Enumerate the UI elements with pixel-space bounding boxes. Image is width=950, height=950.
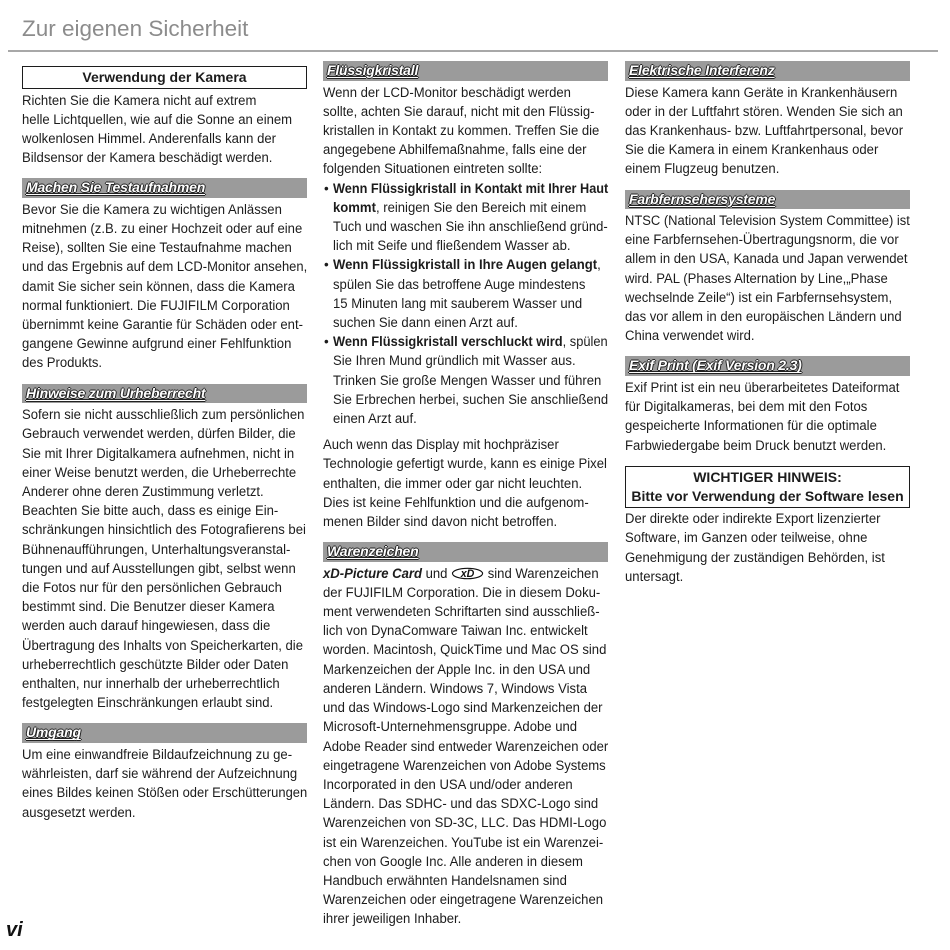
paragraph (323, 435, 608, 531)
section-heading-bar (625, 356, 910, 376)
section-machen-sie-testaufnahmen (22, 178, 307, 372)
text-line: ment verwendeten Schriftarten sind ausschließ- (323, 604, 600, 620)
bullet-list (323, 179, 608, 429)
text-line: gespeicherte Informationen für die optimale (625, 418, 877, 434)
text-line (323, 564, 599, 583)
text-line: Bildsensor der Kamera beschädigt werden. (22, 150, 273, 166)
text-line: mitnehmen (z.B. zu einer Hochzeit oder auf eine (22, 221, 303, 237)
text-line: Sie mit Ihrer Digitalkamera aufnehmen, nicht in (22, 445, 295, 461)
column-left (22, 66, 307, 822)
paragraph (625, 509, 910, 586)
text-line: festgelegten Einschränkungen erlaubt sind. (22, 695, 274, 711)
text-line: enthalten, nur innerhalb der urheberrechtlich (22, 675, 280, 691)
text-line: anderen Ländern. Windows 7, Windows Vista (323, 680, 587, 696)
bold-text: Wenn Flüssigkristall in Ihre Augen gelangt (333, 257, 598, 273)
bullet-glyph: • (324, 334, 329, 350)
bullet-item (323, 179, 608, 256)
bold-text: kommt (333, 199, 376, 215)
text-line: 15 Minuten lang mit sauberem Wasser und (333, 295, 583, 311)
text-line: helle Lichtquellen, wie auf die Sonne an einem (22, 111, 293, 127)
text-line: für Digitalkameras, bei dem mit den Fotos (625, 399, 868, 415)
column-middle (323, 61, 608, 929)
section-wichtiger-hinweis (625, 466, 910, 586)
text-run: sind Warenzeichen (484, 565, 599, 581)
text-line: das Krankenhaus- bzw. Luftfahrtpersonal, bevor (625, 122, 904, 138)
text-line (333, 198, 586, 217)
text-line: Dies ist keine Fehlfunktion und die aufgenom- (323, 494, 589, 510)
text-line: China verwendet wird. (625, 328, 755, 344)
text-line: normal funktioniert. Die FUJIFILM Corporation (22, 297, 290, 313)
page-title: Zur eigenen Sicherheit (22, 16, 249, 41)
text-line: kristallen in Kontakt zu kommen. Treffen Sie die (323, 122, 600, 138)
text-line: urheberrechtlich geschützte Bilder oder Daten (22, 656, 289, 672)
bold-italic-text: xD-Picture Card (323, 565, 422, 581)
text-line: lich von DynaComware Taiwan Inc. entwickelt (323, 623, 588, 639)
heading-text: WICHTIGER HINWEIS: (693, 468, 842, 485)
text-line: Diese Kamera kann Geräte in Krankenhäusern (625, 84, 898, 100)
section-hinweise-zum-urheberrecht (22, 384, 307, 713)
text-line: einem Flugzeug benutzen. (625, 161, 780, 177)
text-line: Handbuch erwähnten Handelsnamen sind (323, 872, 567, 888)
text-line: Tuch und waschen Sie ihn anschließend gründ- (333, 218, 608, 234)
text-line: spülen Sie das betroffene Auge mindestens (333, 276, 586, 292)
section-exif-print-exif-version-2-3 (625, 356, 910, 454)
heading-text: Machen Sie Testaufnahmen (26, 179, 206, 196)
section-flüssigkristall (323, 61, 608, 531)
section-verwendung-der-kamera (22, 66, 307, 167)
text-line: Microsoft-Unternehmensgruppe. Adobe und (323, 719, 578, 735)
boxed-heading (625, 466, 910, 508)
text-line: Sie Erbrechen herbei, suchen Sie anschließend (333, 391, 609, 407)
text-line: Gebrauch verwendet werden, dürfen Bilder, die (22, 426, 296, 442)
text-line: eines Bildes keinen Stößen oder Erschütterungen (22, 785, 308, 801)
text-line: Trinken Sie große Mengen Wasser und führen (333, 372, 602, 388)
text-line: ihrer jeweiligen Inhaber. (323, 911, 462, 927)
paragraph (22, 200, 307, 373)
text-line: bestimmt sind. Die Benutzer dieser Kamera (22, 599, 275, 615)
heading-text: Umgang (26, 724, 81, 741)
text-line: sollte, achten Sie darauf, nicht mit den Flüssig- (323, 103, 595, 119)
text-line: lich mit Seife und fließendem Wasser ab. (333, 238, 571, 254)
text-line: die Fotos nur für den persönlichen Gebrauch (22, 579, 282, 595)
text-run: , spülen (562, 334, 608, 350)
text-line: wechselnde Zeile“) ist ein Farbfernsehsystem, (625, 289, 893, 305)
text-line: Markenzeichen der Apple Inc. in den USA und (323, 661, 591, 677)
text-line: einer Weise benutzt werden, die Urheberrechte (22, 464, 297, 480)
text-line: Um eine einwandfreie Bildaufzeichnung zu ge- (22, 746, 293, 762)
text-line: Bevor Sie die Kamera zu wichtigen Anlässen (22, 201, 282, 217)
paragraph (625, 211, 910, 345)
text-line: ist ein Warenzeichen. YouTube ist ein Warenzei- (323, 834, 604, 850)
column-right (625, 61, 910, 586)
section-umgang (22, 723, 307, 821)
text-line: wolkenlosen Himmel. Anderenfalls kann der (22, 130, 277, 146)
text-line: allem in den USA, Kanada und Japan verwendet (625, 251, 908, 267)
text-line: Sofern sie nicht ausschließlich zum persönlichen (22, 407, 305, 423)
bold-text: Wenn Flüssigkristall in Kontakt mit Ihrer Haut (333, 180, 609, 196)
text-line: enthalten, die immer oder gar nicht leuchten. (323, 475, 583, 491)
heading-text: Farbfernsehersysteme (629, 190, 776, 207)
text-line: wird. PAL (Phases Alternation by Line,„Phase (625, 270, 888, 286)
section-heading-bar (323, 542, 608, 562)
text-line: Reise), sollten Sie eine Testaufnahme machen (22, 240, 292, 256)
text-line: damit Sie sicher sein können, dass die Kamera (22, 278, 295, 294)
text-line: menen Bilder sind davon nicht betroffen. (323, 513, 558, 529)
text-line: Der direkte oder indirekte Export lizenzierter (625, 511, 881, 527)
bullet-glyph: • (324, 257, 329, 273)
bullet-item (323, 255, 608, 332)
text-line (333, 255, 601, 274)
text-line: Beachten Sie bitte auch, dass es einige Ein- (22, 503, 279, 519)
section-heading-bar (625, 61, 910, 81)
bullet-glyph: • (324, 180, 329, 196)
text-line: schränkungen hinsichtlich des Fotografierens bei (22, 522, 306, 538)
text-line (333, 179, 608, 198)
section-heading-bar (22, 178, 307, 198)
text-line: untersagt. (625, 568, 684, 584)
section-heading-bar (625, 190, 910, 210)
heading-text: Hinweise zum Urheberrecht (26, 384, 206, 401)
text-line: Genehmigung der zuständigen Behörden, ist (625, 549, 885, 565)
text-line: Anderer ohne deren Zustimmung verletzt. (22, 483, 264, 499)
paragraph (22, 745, 307, 822)
text-run: und (421, 565, 452, 581)
heading-text: Flüssigkristall (327, 62, 419, 78)
section-elektrische-interferenz (625, 61, 910, 179)
text-run: , reinigen Sie den Bereich mit einem (375, 199, 587, 215)
paragraph (323, 83, 608, 179)
text-line (333, 332, 608, 351)
text-line: das vor allem in den europäischen Ländern und (625, 309, 902, 325)
heading-text: Elektrische Interferenz (629, 62, 775, 78)
text-line: des Produkts. (22, 355, 103, 371)
text-line: Adobe Reader sind entweder Warenzeichen oder (323, 738, 609, 754)
paragraph (22, 91, 307, 168)
paragraph (323, 564, 608, 929)
text-run: , (597, 257, 601, 273)
xd-logo-lettering: xD (460, 567, 475, 580)
text-line: ausgesetzt werden. (22, 804, 136, 820)
text-line: eingetragene Warenzeichen von Adobe Systems (323, 757, 606, 773)
paragraph (625, 83, 910, 179)
text-line: eine Farbfernsehen-Übertragungsnorm, die vor (625, 232, 899, 248)
paragraph (22, 405, 307, 712)
text-line: Exif Print ist ein neu überarbeitetes Dateiformat (625, 379, 900, 395)
text-line: Incorporated in den USA und/oder anderen (323, 776, 573, 792)
text-line: und das Windows-Logo sind Markenzeichen der (323, 700, 603, 716)
text-line: Warenzeichen von SD-3C, LLC. Das HDMI-Logo (323, 815, 607, 831)
text-line: werden auch darauf hingewiesen, dass die (22, 618, 271, 634)
text-line: Sie Ihren Mund gründlich mit Wasser aus. (333, 353, 576, 369)
section-heading-bar (22, 723, 307, 743)
text-line: tungen und auf Ausstellungen gibt, selbst wenn (22, 560, 296, 576)
bold-text: Wenn Flüssigkristall verschluckt wird (333, 334, 563, 350)
text-line: NTSC (National Television System Committee) ist (625, 213, 910, 229)
page-number: vi (6, 919, 23, 941)
text-line: worden. Macintosh, QuickTime und Mac OS sind (323, 642, 607, 658)
text-line: Sie die Kamera in einem Krankenhaus oder (625, 142, 879, 158)
section-farbfernsehersysteme (625, 190, 910, 346)
text-line: der FUJIFILM Corporation. Die in diesem Doku- (323, 584, 601, 600)
heading-text: Exif Print (Exif Version 2.3) (629, 357, 802, 374)
text-line: Ländern. Das SDHC- und das SDXC-Logo sind (323, 796, 599, 812)
text-line: währleisten, darf sie während der Aufzeichnung (22, 766, 298, 782)
text-line: Technologie gefertigt wurde, kann es einige Pixel (323, 456, 607, 472)
text-line: und das Ergebnis auf dem LCD-Monitor ansehen, (22, 259, 308, 275)
text-line: Auch wenn das Display mit hochpräziser (323, 437, 559, 453)
paragraph (625, 378, 910, 455)
text-line: suchen Sie dann einen Arzt auf. (333, 314, 518, 330)
bullet-item (323, 332, 608, 428)
text-line: Software, im Ganzen oder teilweise, ohne (625, 530, 868, 546)
text-line: Richten Sie die Kamera nicht auf extrem (22, 92, 257, 108)
section-heading-bar (22, 384, 307, 404)
boxed-heading (22, 66, 307, 89)
section-heading-bar (323, 61, 608, 81)
text-line: chen von Google Inc. Alle anderen in diesem (323, 853, 583, 869)
text-line: angegebene Abhilfemaßnahme, falls eine der (323, 142, 587, 158)
heading-text: Warenzeichen (327, 543, 419, 560)
heading-text: Verwendung der Kamera (82, 69, 247, 85)
text-line: Bühnenaufführungen, Unterhaltungsveranstal- (22, 541, 291, 557)
header-rule (8, 50, 938, 52)
heading-text: Bitte vor Verwendung der Software lesen (631, 487, 904, 504)
text-line: Farbwiedergabe beim Druck benutzt werden. (625, 437, 887, 453)
section-warenzeichen (323, 542, 608, 928)
text-line: Wenn der LCD-Monitor beschädigt werden (323, 84, 571, 100)
xd-picture-card-logo-icon (451, 566, 484, 581)
text-line: übernimmt keine Garantie für Schäden oder ent- (22, 317, 303, 333)
text-line: oder in der Luftfahrt stören. Wenden Sie sich an (625, 103, 903, 119)
text-line: Warenzeichen oder eingetragene Warenzeichen (323, 892, 604, 908)
text-line: folgenden Situationen eintreten sollte: (323, 161, 543, 177)
text-line: einen Arzt auf. (333, 410, 417, 426)
text-line: Übertragung des Inhalts von Speicherkarten, die (22, 637, 303, 653)
text-line: gangene Gewinne aufgrund einer Fehlfunktion (22, 336, 292, 352)
